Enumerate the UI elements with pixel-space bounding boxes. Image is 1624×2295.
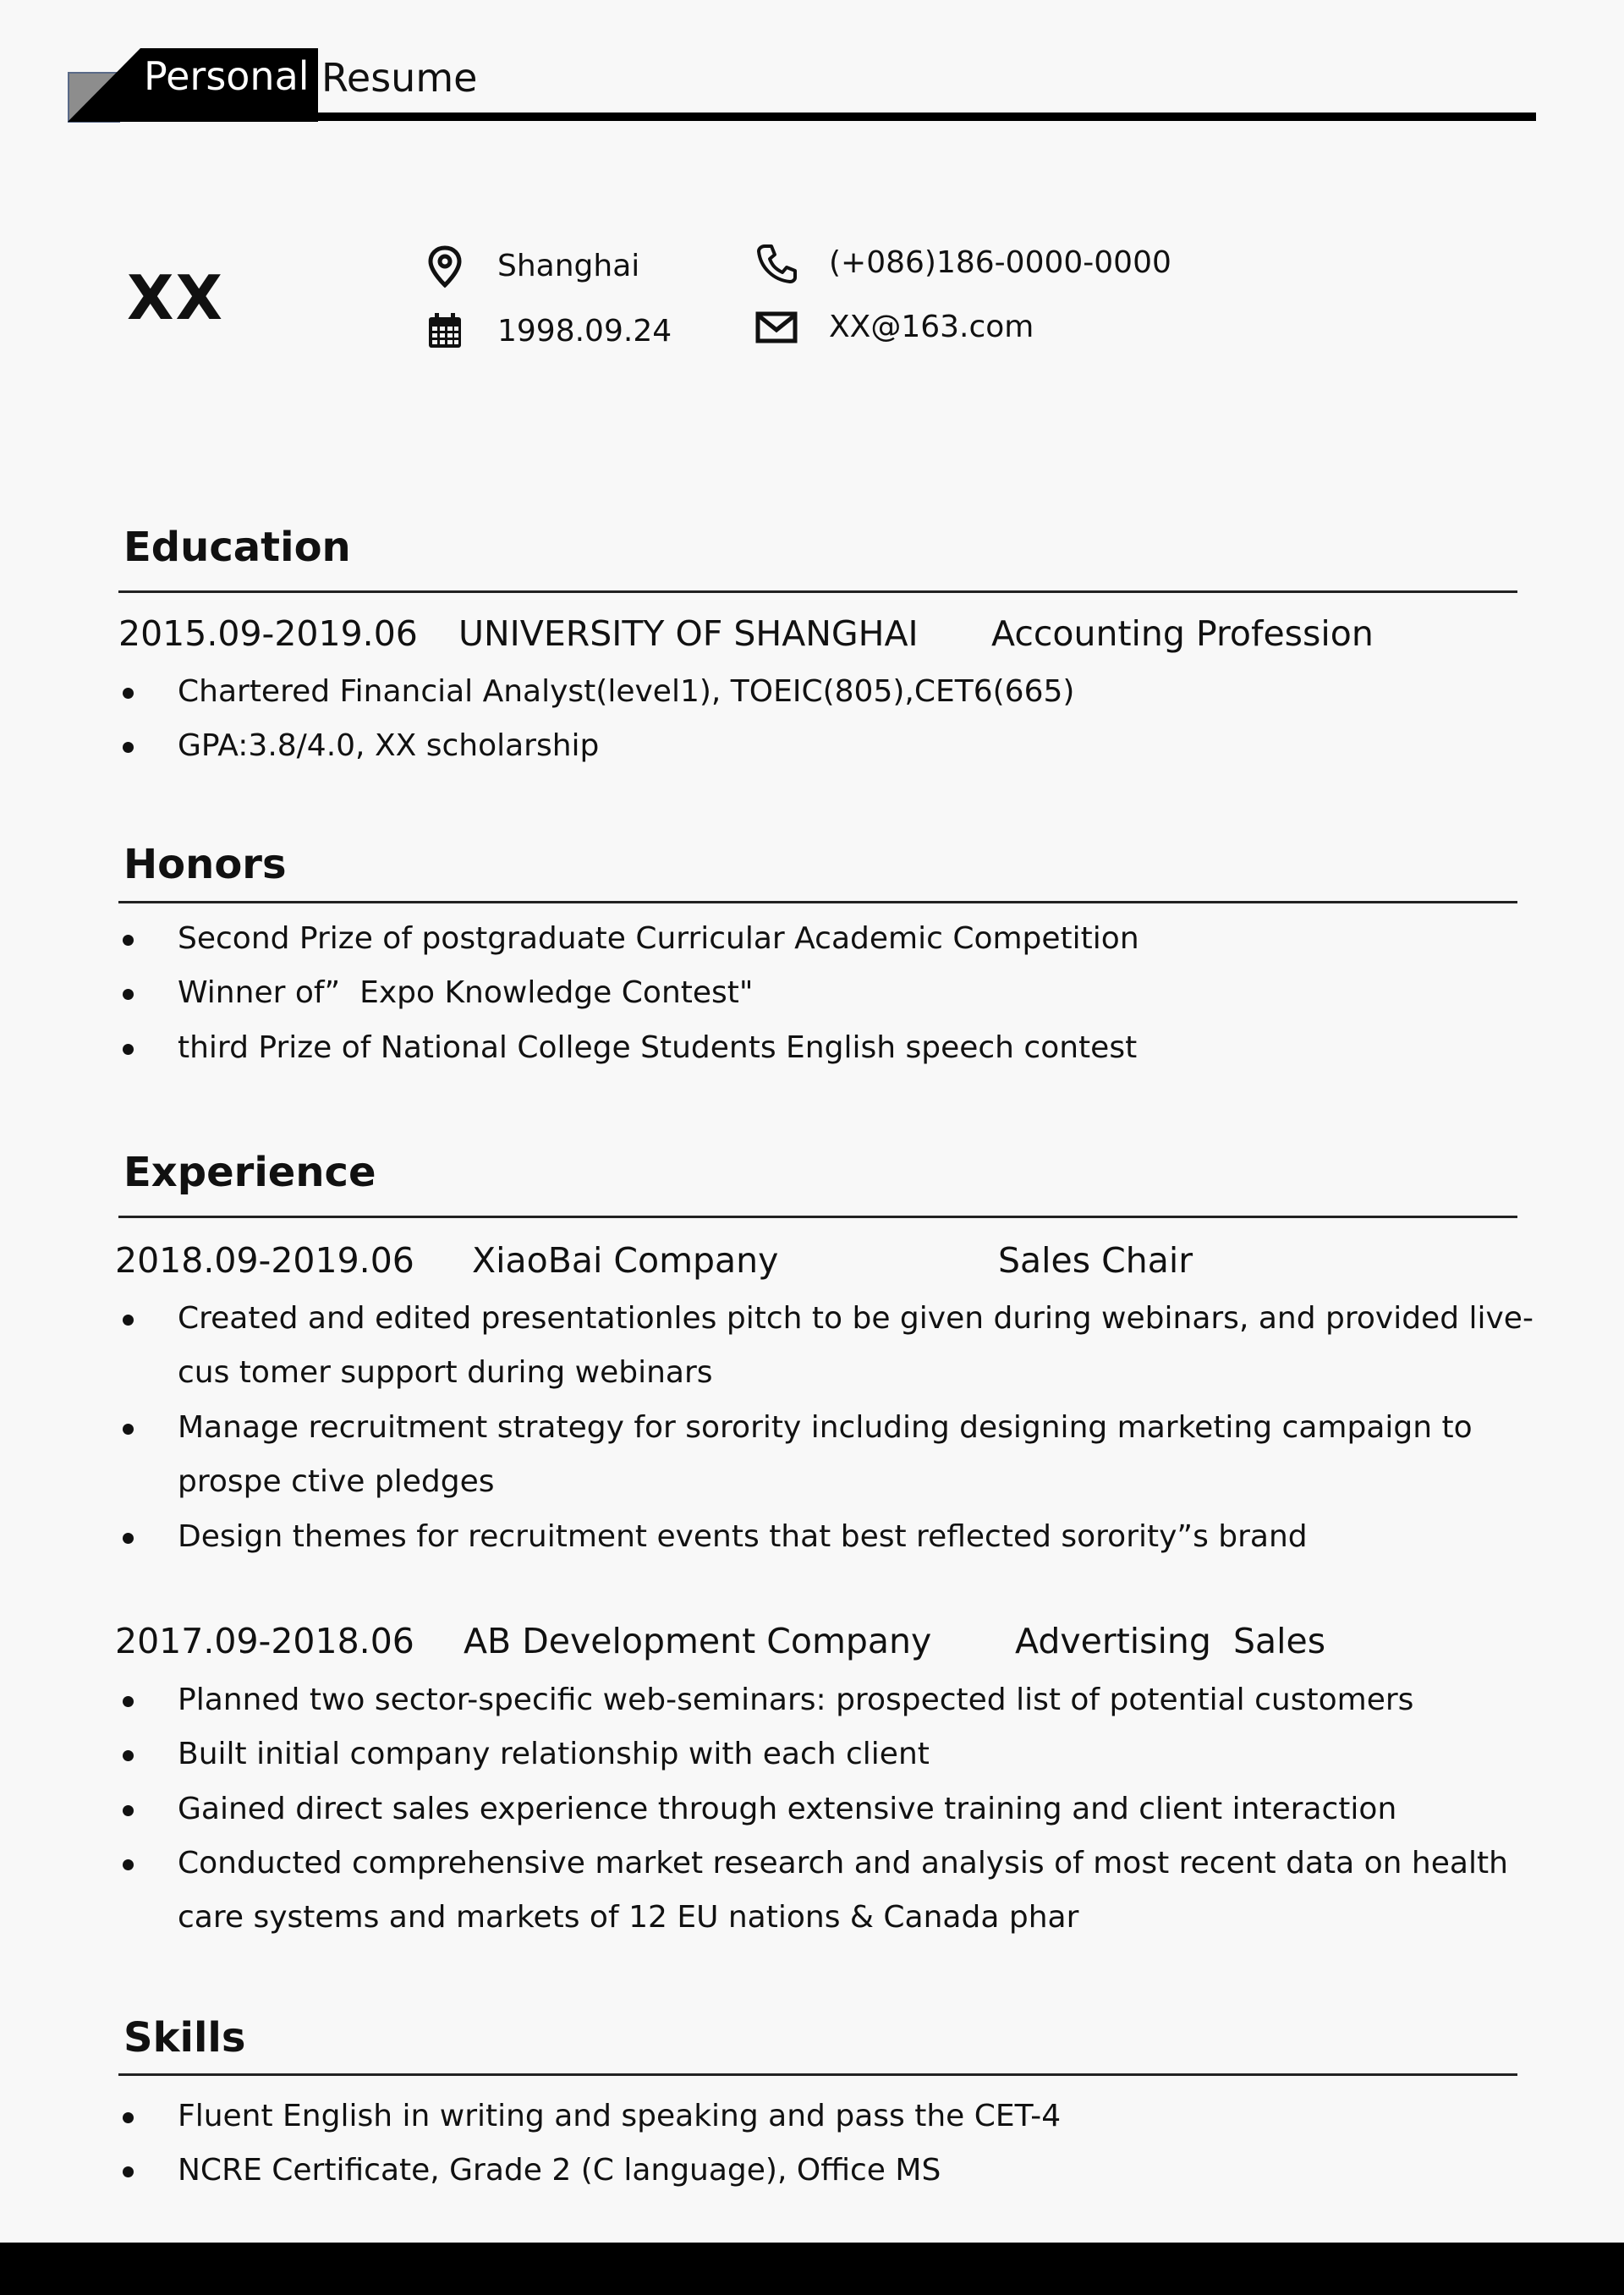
bullet-dot — [123, 1315, 134, 1326]
education-divider — [118, 590, 1517, 593]
map-pin-icon — [423, 244, 467, 288]
birthday-text: 1998.09.24 — [497, 314, 672, 349]
education-major: Accounting Profession — [991, 613, 1374, 654]
job-role: Advertising Sales — [1015, 1621, 1326, 1661]
footer-bar — [0, 2243, 1624, 2295]
education-heading: Education — [123, 524, 351, 571]
job-company: AB Development Company — [464, 1621, 932, 1661]
job-role: Sales Chair — [998, 1240, 1193, 1281]
bullet-dot — [123, 1424, 134, 1435]
honors-heading: Honors — [123, 841, 287, 888]
job-company: XiaoBai Company — [472, 1240, 779, 1281]
location-text: Shanghai — [497, 249, 640, 283]
bullet-dot — [123, 935, 134, 946]
bullet-dot — [123, 1696, 134, 1707]
experience-divider — [118, 1216, 1517, 1218]
skills-heading: Skills — [123, 2014, 246, 2062]
job-date: 2018.09-2019.06 — [115, 1240, 414, 1281]
bullet-dot — [123, 2112, 134, 2123]
skills-divider — [118, 2073, 1517, 2076]
experience-heading: Experience — [123, 1149, 376, 1196]
bullet-dot — [123, 989, 134, 1000]
bullet-dot — [123, 1859, 134, 1870]
bullet-dot — [123, 688, 134, 699]
job-date: 2017.09-2018.06 — [115, 1621, 414, 1661]
bullet-dot — [123, 2166, 134, 2177]
envelope-icon — [754, 305, 798, 349]
phone-text: (+086)186-0000-0000 — [829, 245, 1171, 280]
banner-underline — [318, 113, 1536, 121]
bullet-dot — [123, 1750, 134, 1761]
header-banner — [68, 48, 1536, 122]
bullet-dot — [123, 1533, 134, 1544]
bullet-dot — [123, 1044, 134, 1055]
honors-divider — [118, 901, 1517, 903]
banner-resume-label: Resume — [321, 55, 478, 101]
bullet-dot — [123, 1805, 134, 1816]
candidate-name: XX — [127, 262, 225, 333]
education-school: UNIVERSITY OF SHANGHAI — [458, 613, 919, 654]
bullet-dot — [123, 742, 134, 753]
banner-personal-label: Personal — [144, 53, 310, 99]
phone-icon — [754, 241, 798, 285]
calendar-icon — [423, 310, 467, 354]
education-date: 2015.09-2019.06 — [118, 613, 418, 654]
email-text: XX@163.com — [829, 310, 1034, 344]
